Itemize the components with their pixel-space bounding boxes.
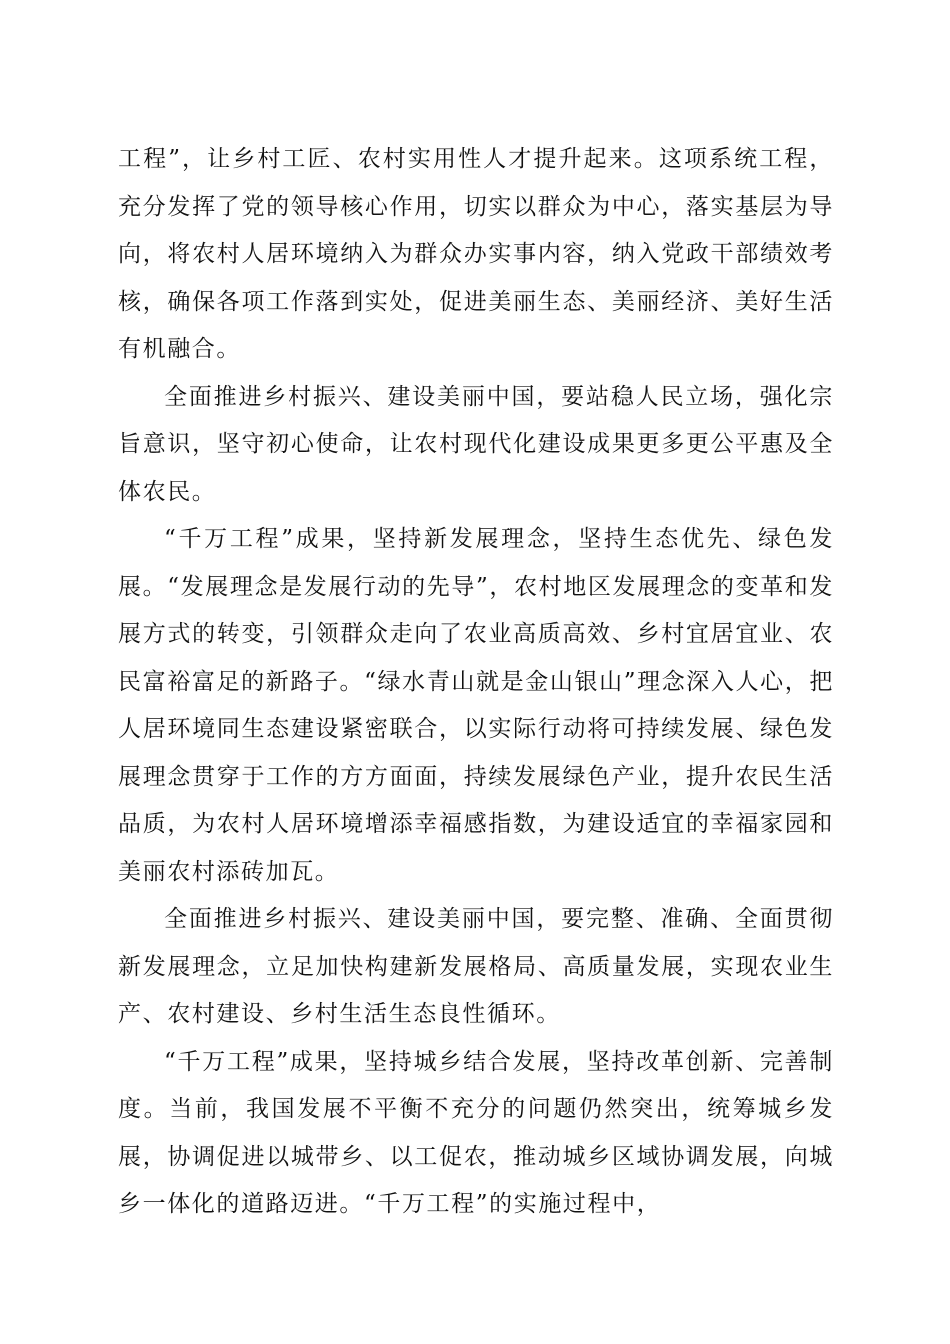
paragraph-5: “千万工程”成果，坚持城乡结合发展，坚持改革创新、完善制度。当前，我国发展不平衡不充分的问题仍然突出，统筹城乡发展，协调促进以城带乡、以工促农，推动城乡区域协调发展，向城乡一体化的道路迈进。“千万工程”的实施过程中， [118,1048,834,1217]
paragraph-1: 工程”，让乡村工匠、农村实用性人才提升起来。这项系统工程，充分发挥了党的领导核心作用，切实以群众为中心，落实基层为导向，将农村人居环境纳入为群众办实事内容，纳入党政干部绩效考核，确保各项工作落到实处，促进美丽生态、美丽经济、美好生活有机融合。 [118,146,834,362]
paragraph-3: “千万工程”成果，坚持新发展理念，坚持生态优先、绿色发展。“发展理念是发展行动的先导”，农村地区发展理念的变革和发展方式的转变，引领群众走向了农业高质高效、乡村宜居宜业、农民富裕富足的新路子。“绿水青山就是金山银山”理念深入人心，把人居环境同生态建设紧密联合，以实际行动将可持续发展、绿色发展理念贯穿于工作的方方面面，持续发展绿色产业，提升农民生活品质，为农村人居环境增添幸福感指数，为建设适宜的幸福家园和美丽农村添砖加瓦。 [118,526,834,885]
paragraph-2: 全面推进乡村振兴、建设美丽中国，要站稳人民立场，强化宗旨意识，坚守初心使命，让农村现代化建设成果更多更公平惠及全体农民。 [118,383,834,505]
paragraph-4: 全面推进乡村振兴、建设美丽中国，要完整、准确、全面贯彻新发展理念，立足加快构建新发展格局、高质量发展，实现农业生产、农村建设、乡村生活生态良性循环。 [118,906,834,1027]
document-body [118,136,834,1229]
